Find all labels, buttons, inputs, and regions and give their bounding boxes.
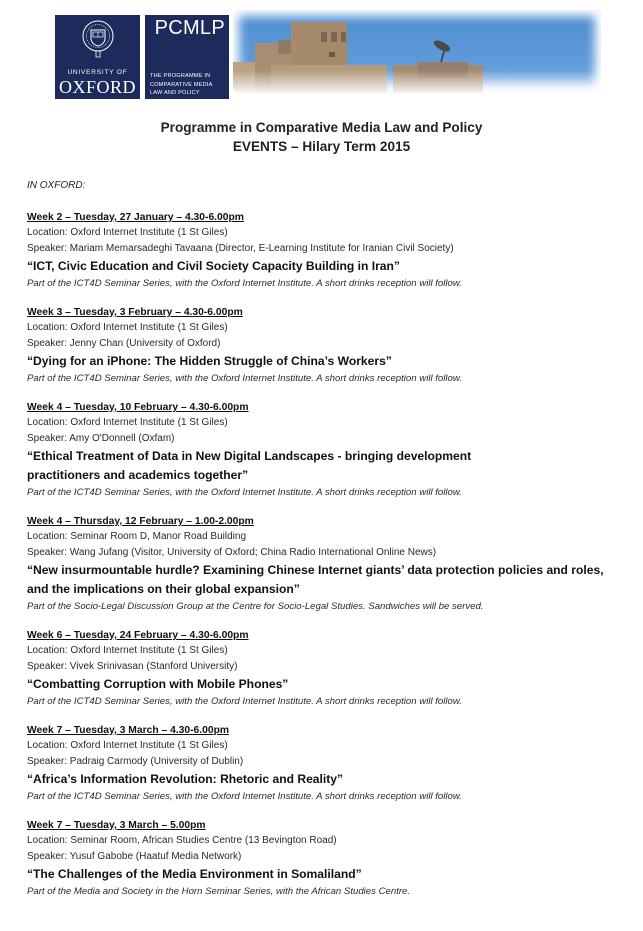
event-date: Week 7 – Tuesday, 3 March – 4.30-6.00pm <box>27 725 230 736</box>
buildings-illustration <box>233 10 601 93</box>
event-item <box>27 818 637 899</box>
pcmlp-subtitle-line: THE PROGRAMME IN <box>150 73 211 79</box>
event-location: Location: Oxford Internet Institute (1 St Giles) <box>27 227 228 238</box>
event-date: Week 3 – Tuesday, 3 February – 4.30-6.00pm <box>27 307 243 318</box>
pcmlp-subtitle-line: LAW AND POLICY <box>150 90 200 96</box>
pcmlp-logo-title: PCMLP <box>154 17 225 39</box>
events-list <box>27 210 637 913</box>
event-location: Location: Oxford Internet Institute (1 St Giles) <box>27 322 228 333</box>
pcmlp-subtitle-line: COMPARATIVE MEDIA <box>150 81 213 88</box>
event-note: Part of the ICT4D Seminar Series, with the Oxford Internet Institute. A short drinks reception will follow. <box>27 487 462 498</box>
event-date: Week 7 – Tuesday, 3 March – 5.00pm <box>27 820 206 831</box>
event-talk-title: “New insurmountable hurdle? Examining Chinese Internet giants’ data protection policies and roles, and the implications on their global expansion” <box>27 563 604 596</box>
event-date: Week 4 – Thursday, 12 February – 1.00-2.00pm <box>27 516 254 527</box>
event-speaker: Speaker: Wang Jufang (Visitor, University of Oxford; China Radio International Online News) <box>27 547 437 558</box>
event-location: Location: Seminar Room, African Studies Centre (13 Bevington Road) <box>27 835 337 846</box>
event-speaker: Speaker: Yusuf Gabobe (Haatuf Media Network) <box>27 851 242 862</box>
event-note: Part of the Media and Society in the Horn Seminar Series, with the African Studies Centre. <box>27 886 411 897</box>
event-talk-title: “Ethical Treatment of Data in New Digital Landscapes - bringing development practitioners and academics together” <box>27 449 472 482</box>
event-item <box>27 305 637 386</box>
event-item <box>27 210 637 291</box>
oxford-logo-line1: UNIVERSITY OF <box>67 69 128 76</box>
event-speaker: Speaker: Jenny Chan (University of Oxford) <box>27 338 221 349</box>
document-title <box>0 118 643 156</box>
event-note: Part of the ICT4D Seminar Series, with the Oxford Internet Institute. A short drinks reception will follow. <box>27 278 462 289</box>
event-item <box>27 400 637 500</box>
event-item <box>27 628 637 709</box>
event-talk-title: “Combatting Corruption with Mobile Phones” <box>27 677 289 691</box>
event-talk-title: “Africa’s Information Revolution: Rhetoric and Reality” <box>27 772 344 786</box>
event-note: Part of the Socio-Legal Discussion Group at the Centre for Socio-Legal Studies. Sandwiches will be served. <box>27 601 484 612</box>
event-date: Week 4 – Tuesday, 10 February – 4.30-6.00pm <box>27 402 249 413</box>
event-note: Part of the ICT4D Seminar Series, with the Oxford Internet Institute. A short drinks reception will follow. <box>27 791 462 802</box>
event-note: Part of the ICT4D Seminar Series, with the Oxford Internet Institute. A short drinks reception will follow. <box>27 696 462 707</box>
event-speaker: Speaker: Vivek Srinivasan (Stanford University) <box>27 661 238 672</box>
document-title-line1: Programme in Comparative Media Law and Policy <box>160 120 483 135</box>
event-location: Location: Seminar Room D, Manor Road Building <box>27 531 246 542</box>
page-header <box>0 0 643 105</box>
event-location: Location: Oxford Internet Institute (1 St Giles) <box>27 417 228 428</box>
event-date: Week 2 – Tuesday, 27 January – 4.30-6.00pm <box>27 212 244 223</box>
event-date: Week 6 – Tuesday, 24 February – 4.30-6.00pm <box>27 630 249 641</box>
oxford-crest-icon <box>80 19 116 61</box>
event-note: Part of the ICT4D Seminar Series, with the Oxford Internet Institute. A short drinks reception will follow. <box>27 373 462 384</box>
event-item <box>27 514 637 614</box>
event-item <box>27 723 637 804</box>
event-speaker: Speaker: Amy O'Donnell (Oxfam) <box>27 433 175 444</box>
pcmlp-logo-subtitle <box>150 72 213 98</box>
section-label: IN OXFORD: <box>27 180 86 191</box>
university-of-oxford-logo <box>55 15 140 99</box>
event-speaker: Speaker: Mariam Memarsadeghi Tavaana (Director, E-Learning Institute for Iranian Civil Society) <box>27 243 454 254</box>
header-photo-buildings <box>233 10 601 93</box>
pcmlp-logo <box>145 15 229 99</box>
document-title-line2: EVENTS – Hilary Term 2015 <box>232 139 411 154</box>
event-talk-title: “Dying for an iPhone: The Hidden Struggle of China’s Workers” <box>27 354 392 368</box>
event-talk-title: “ICT, Civic Education and Civil Society Capacity Building in Iran” <box>27 259 400 273</box>
event-talk-title: “The Challenges of the Media Environment in Somaliland” <box>27 867 362 881</box>
event-location: Location: Oxford Internet Institute (1 St Giles) <box>27 645 228 656</box>
oxford-logo-line2: OXFORD <box>58 77 136 97</box>
event-speaker: Speaker: Padraig Carmody (University of Dublin) <box>27 756 244 767</box>
event-location: Location: Oxford Internet Institute (1 St Giles) <box>27 740 228 751</box>
